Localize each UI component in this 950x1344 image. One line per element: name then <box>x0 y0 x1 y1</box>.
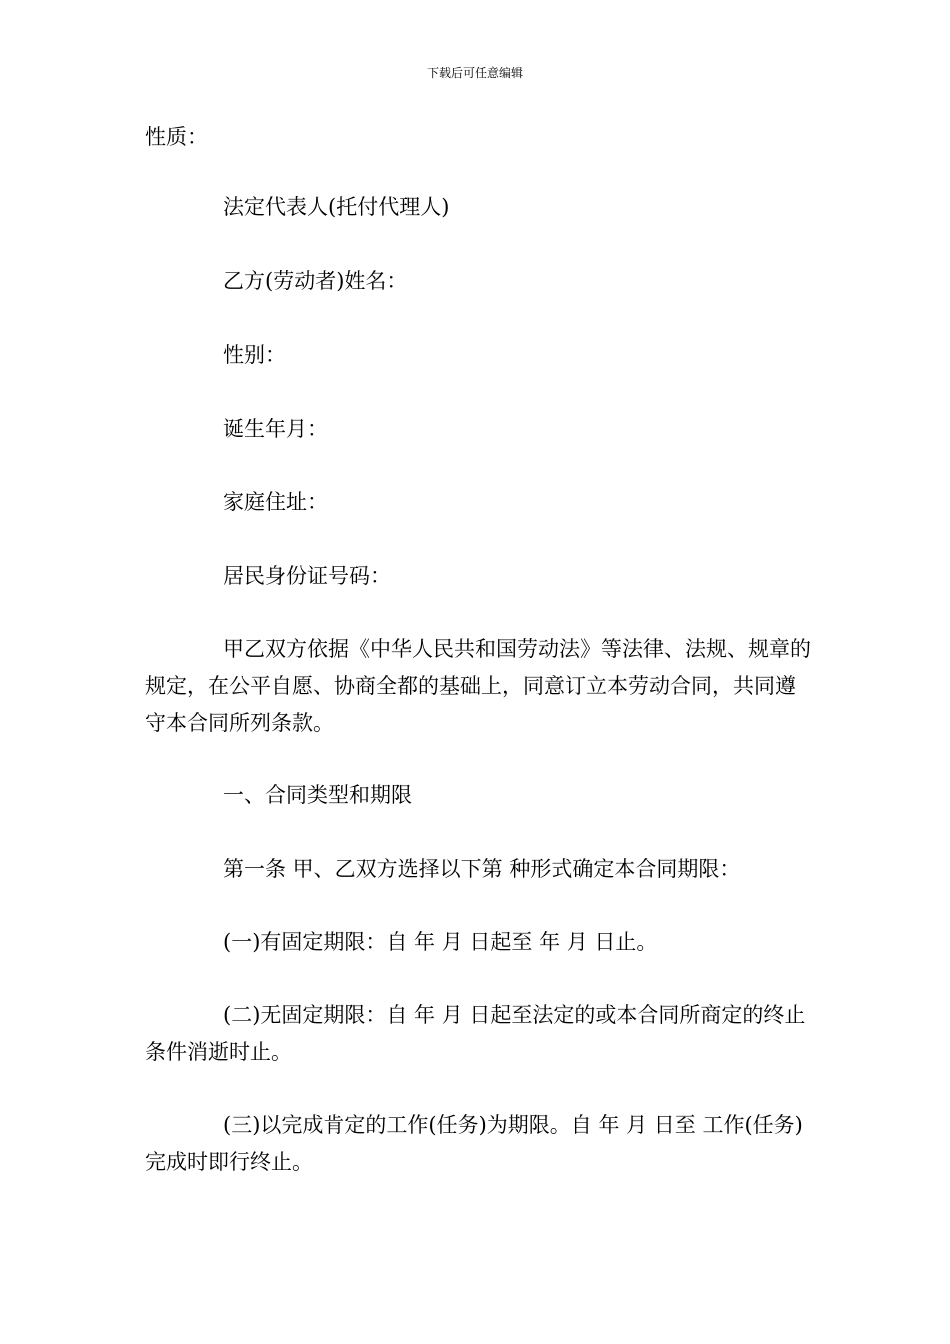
term-open-ended: (二)无固定期限：自 年 月 日起至法定的或本合同所商定的终止条件消逝时止。 <box>145 1003 806 1064</box>
field-birth-date: 诞生年月： <box>223 417 328 441</box>
field-legal-representative: 法定代表人(托付代理人) <box>223 195 450 219</box>
contract-preamble: 甲乙双方依据《中华人民共和国劳动法》等法律、法规、规章的规定，在公平自愿、协商全都的基础上，同意订立本劳动合同，共同遵守本合同所列条款。 <box>145 637 811 735</box>
field-id-number: 居民身份证号码： <box>223 564 391 588</box>
term-task-based: (三)以完成肯定的工作(任务)为期限。自 年 月 日至 工作(任务)完成时即行终止。 <box>145 1113 803 1174</box>
field-home-address: 家庭住址： <box>223 490 328 514</box>
field-party-b-name: 乙方(劳动者)姓名： <box>223 269 408 293</box>
term-fixed: (一)有固定期限：自 年 月 日起至 年 月 日止。 <box>223 930 658 954</box>
field-gender: 性别： <box>223 343 286 367</box>
section-title-contract-type: 一、合同类型和期限 <box>223 783 412 807</box>
field-nature: 性质： <box>145 125 208 149</box>
page-header: 下载后可任意编辑 <box>426 66 523 80</box>
article-1: 第一条 甲、乙双方选择以下第 种形式确定本合同期限： <box>223 857 741 881</box>
